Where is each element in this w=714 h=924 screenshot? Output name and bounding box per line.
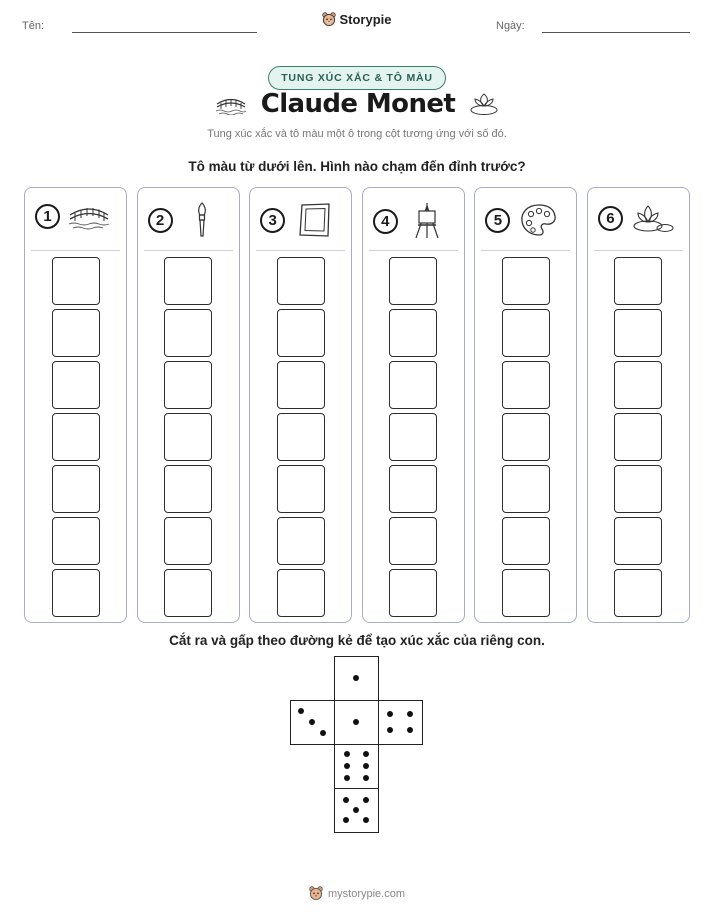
color-cell[interactable] — [389, 257, 437, 305]
dice-face-5 — [334, 788, 379, 833]
color-cell[interactable] — [52, 517, 100, 565]
color-cell[interactable] — [389, 465, 437, 513]
dice-face-3 — [290, 700, 335, 745]
japanese-bridge-icon — [68, 202, 110, 230]
column-2 — [137, 187, 240, 623]
water-lily-icon — [631, 202, 675, 234]
column-number: 4 — [373, 209, 398, 234]
color-cell[interactable] — [614, 465, 662, 513]
bear-icon — [309, 886, 323, 901]
page-title: Claude Monet — [260, 89, 456, 119]
column-number: 1 — [35, 204, 60, 229]
brand-logo — [0, 12, 714, 27]
date-line — [542, 32, 690, 33]
column-number: 2 — [148, 208, 173, 233]
color-cell[interactable] — [277, 465, 325, 513]
activity-badge: TUNG XÚC XẮC & TÔ MÀU — [268, 66, 446, 90]
color-cell[interactable] — [614, 413, 662, 461]
dice-face-1 — [334, 656, 379, 701]
column-4 — [362, 187, 465, 623]
color-cell[interactable] — [502, 361, 550, 409]
column-5 — [474, 187, 577, 623]
name-label: Tên: — [22, 20, 45, 32]
column-6 — [587, 187, 690, 623]
color-cell[interactable] — [389, 569, 437, 617]
color-cell[interactable] — [502, 569, 550, 617]
color-cell[interactable] — [614, 517, 662, 565]
color-cell[interactable] — [614, 309, 662, 357]
color-cell[interactable] — [614, 569, 662, 617]
color-cell[interactable] — [614, 361, 662, 409]
dice-face-1 — [334, 700, 379, 745]
color-cell[interactable] — [277, 569, 325, 617]
color-cell[interactable] — [277, 257, 325, 305]
color-cell[interactable] — [502, 517, 550, 565]
palette-icon — [518, 202, 560, 238]
paintbrush-icon — [181, 202, 223, 238]
subtitle: Tung xúc xắc và tô màu một ô trong cột tương ứng với số đó. — [207, 128, 507, 140]
color-cell[interactable] — [164, 309, 212, 357]
color-cell[interactable] — [164, 413, 212, 461]
water-lily-icon — [469, 92, 499, 116]
color-cell[interactable] — [164, 517, 212, 565]
color-cell[interactable] — [52, 413, 100, 461]
color-cell[interactable] — [52, 257, 100, 305]
color-cell[interactable] — [502, 413, 550, 461]
color-cell[interactable] — [164, 257, 212, 305]
footer — [0, 886, 714, 901]
color-cell[interactable] — [502, 309, 550, 357]
date-label: Ngày: — [496, 20, 525, 32]
coloring-instruction: Tô màu từ dưới lên. Hình nào chạm đến đỉnh trước? — [188, 159, 526, 174]
column-number: 6 — [598, 206, 623, 231]
cut-instruction: Cắt ra và gấp theo đường kẻ để tạo xúc xắc của riêng con. — [169, 633, 545, 648]
easel-icon — [406, 202, 448, 240]
japanese-bridge-icon — [215, 93, 247, 115]
color-cell[interactable] — [277, 413, 325, 461]
brand-name: Storypie — [339, 12, 392, 27]
picture-frame-icon — [293, 202, 335, 238]
color-cell[interactable] — [277, 517, 325, 565]
color-cell[interactable] — [52, 309, 100, 357]
color-cell[interactable] — [389, 309, 437, 357]
color-cell[interactable] — [164, 361, 212, 409]
column-1 — [24, 187, 127, 623]
color-cell[interactable] — [164, 569, 212, 617]
color-cell[interactable] — [277, 361, 325, 409]
color-cell[interactable] — [52, 465, 100, 513]
bear-icon — [322, 12, 336, 27]
dice-net — [290, 656, 424, 834]
color-cell[interactable] — [389, 361, 437, 409]
column-number: 3 — [260, 208, 285, 233]
name-line — [72, 32, 257, 33]
color-cell[interactable] — [502, 257, 550, 305]
dice-face-6 — [334, 744, 379, 789]
color-cell[interactable] — [502, 465, 550, 513]
roll-columns — [24, 187, 690, 623]
color-cell[interactable] — [277, 309, 325, 357]
color-cell[interactable] — [389, 517, 437, 565]
column-number: 5 — [485, 208, 510, 233]
color-cell[interactable] — [389, 413, 437, 461]
column-3 — [249, 187, 352, 623]
footer-url[interactable]: mystorypie.com — [327, 887, 406, 900]
dice-face-4 — [378, 700, 423, 745]
color-cell[interactable] — [52, 361, 100, 409]
color-cell[interactable] — [164, 465, 212, 513]
color-cell[interactable] — [614, 257, 662, 305]
color-cell[interactable] — [52, 569, 100, 617]
